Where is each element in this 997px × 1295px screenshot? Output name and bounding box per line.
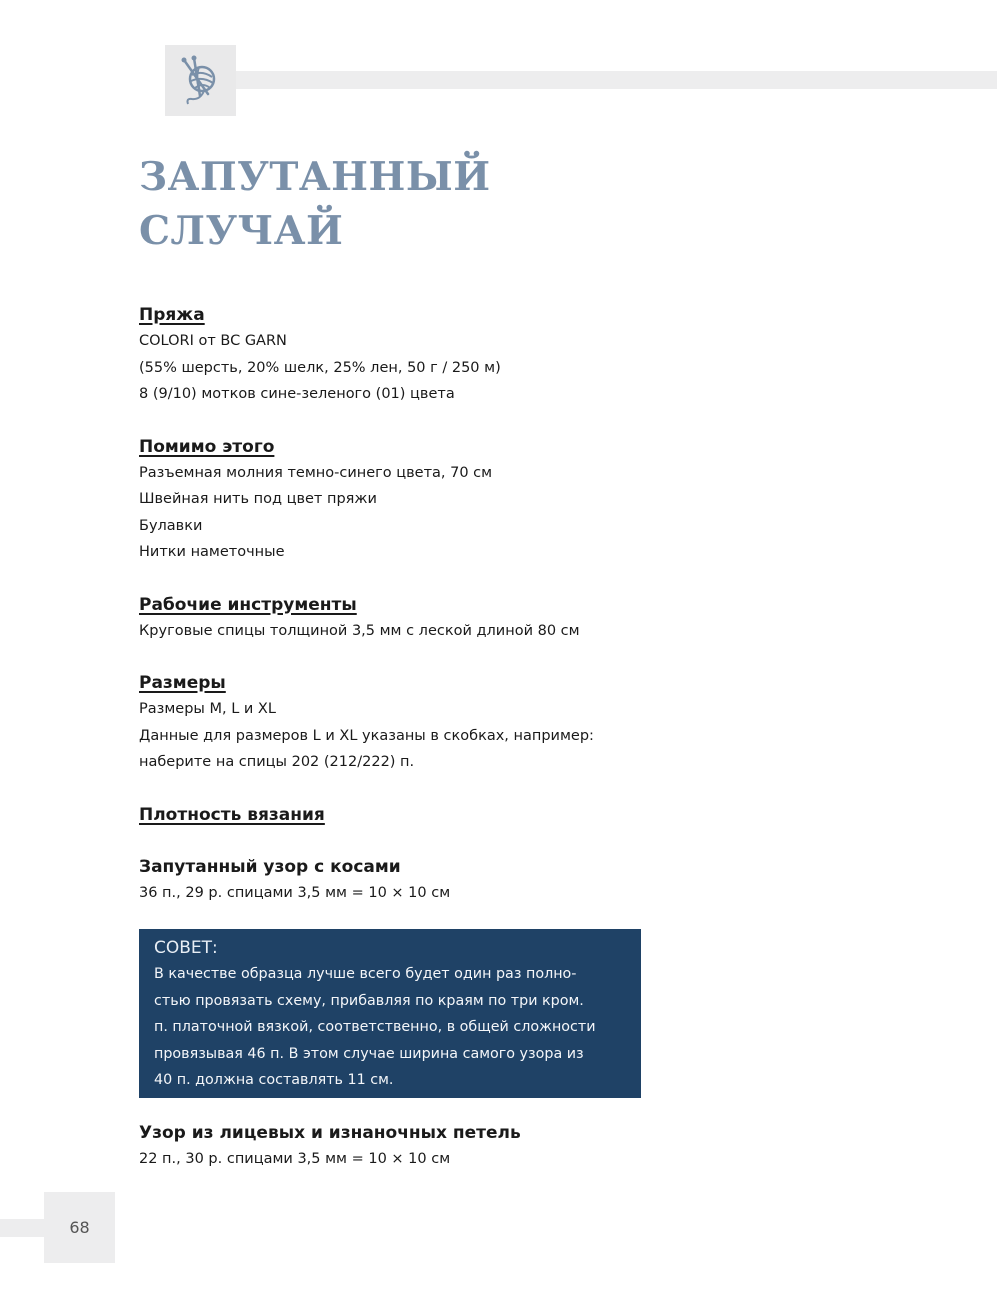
text-line: Разъемная молния темно-синего цвета, 70 см [139, 464, 493, 481]
text-line: Нитки наметочные [139, 544, 285, 560]
tip-line: стью провязать схему, прибавляя по краям по три кром. [154, 992, 584, 1009]
section-gauge [139, 802, 659, 907]
gauge-pattern-value: 36 п., 29 р. спицами 3,5 мм = 10 × 10 см [139, 884, 451, 901]
title-line-2: СЛУЧАЙ [139, 208, 344, 254]
gauge-pattern-value: 22 п., 30 р. спицами 3,5 мм = 10 × 10 см [139, 1151, 451, 1167]
page-number: 68 [44, 1192, 115, 1263]
text-line: Размеры M, L и XL [139, 701, 276, 717]
text-line: Булавки [139, 517, 203, 534]
section-heading: Пряжа [139, 305, 205, 325]
tip-title: СОВЕТ: [154, 938, 218, 958]
text-line: Швейная нить под цвет пряжи [139, 491, 377, 507]
gauge-pattern-title: Запутанный узор с косами [139, 856, 401, 877]
title-line-1: ЗАПУТАННЫЙ [139, 154, 491, 200]
section-heading: Размеры [139, 673, 226, 693]
footer-bar [0, 1219, 48, 1237]
tip-line: В качестве образца лучше всего будет один раз полно- [154, 966, 577, 982]
text-line: (55% шерсть, 20% шелк, 25% лен, 50 г / 250 м) [139, 359, 501, 376]
section-yarn [139, 302, 659, 408]
text-line: COLORI от BC GARN [139, 333, 287, 349]
gauge-pattern-2 [139, 1120, 659, 1173]
text-line: Данные для размеров L и XL указаны в скобках, например: [139, 727, 594, 744]
text-line: Круговые спицы толщиной 3,5 мм с леской длиной 80 см [139, 622, 580, 639]
page-title [139, 150, 491, 258]
yarn-ball-with-needles-icon [174, 54, 228, 108]
section-tools [139, 592, 659, 645]
section-extras [139, 434, 659, 566]
gauge-pattern-title: Узор из лицевых и изнаночных петель [139, 1123, 521, 1143]
text-line: 8 (9/10) мотков сине-зеленого (01) цвета [139, 386, 455, 402]
text-line: наберите на спицы 202 (212/222) п. [139, 754, 415, 770]
section-heading: Рабочие инструменты [139, 594, 357, 615]
tip-line: 40 п. должна составлять 11 см. [154, 1072, 394, 1088]
header-bar [165, 71, 997, 89]
section-heading: Плотность вязания [139, 804, 325, 825]
materials-content [139, 302, 659, 906]
section-sizes [139, 670, 659, 776]
chapter-icon-box [165, 45, 236, 116]
section-heading: Помимо этого [139, 436, 275, 457]
tip-line: п. платочной вязкой, соответственно, в общей сложности [154, 1019, 596, 1035]
tip-line: провязывая 46 п. В этом случае ширина самого узора из [154, 1045, 584, 1062]
tip-box [139, 929, 641, 1098]
